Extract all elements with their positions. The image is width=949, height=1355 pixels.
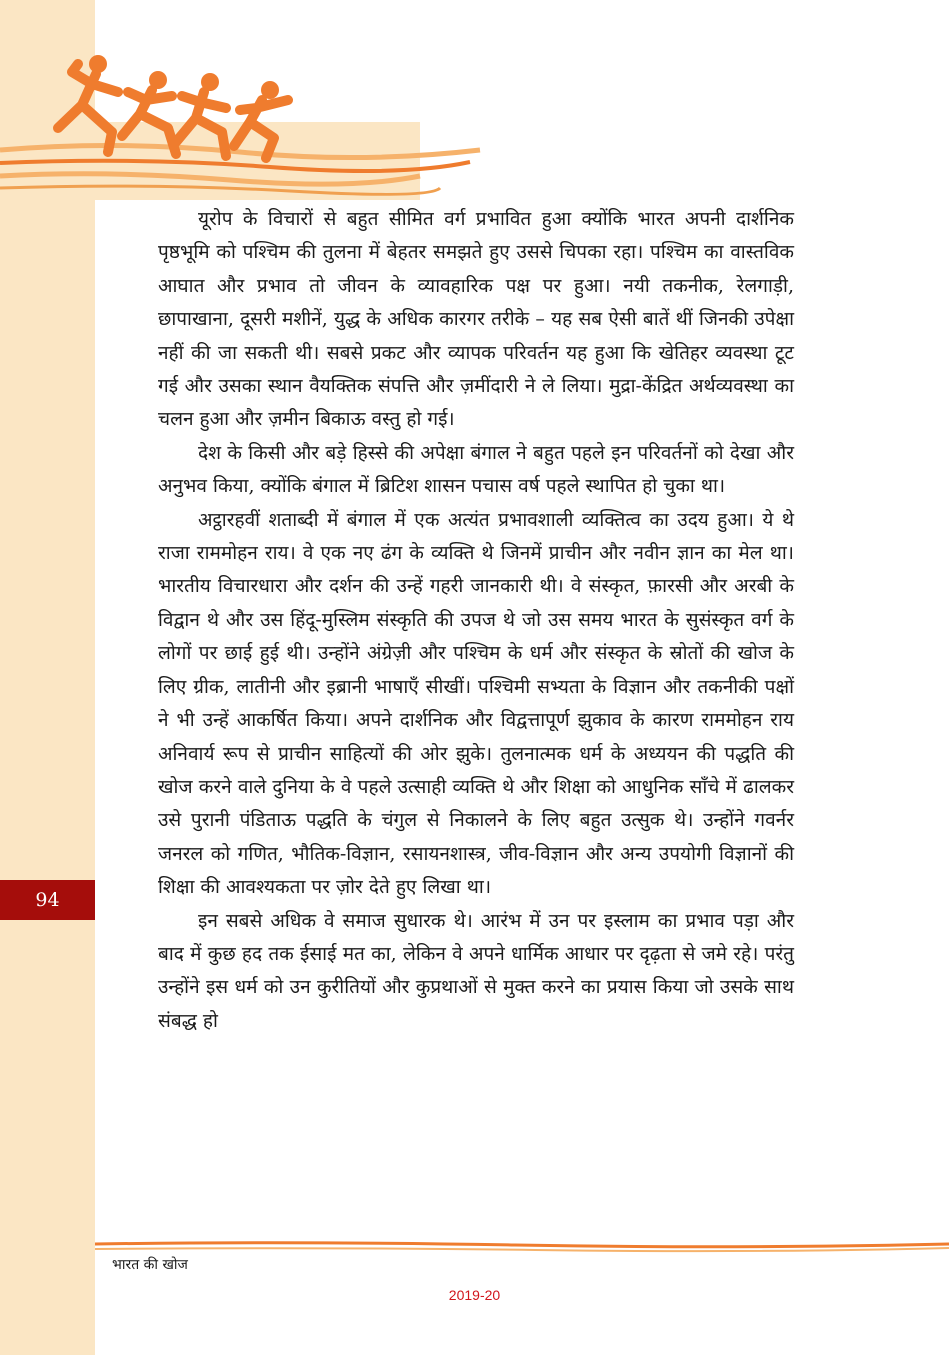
paragraph: यूरोप के विचारों से बहुत सीमित वर्ग प्रभावित हुआ क्योंकि भारत अपनी दार्शनिक पृष्ठभूमि को पश्चिम की तुलना में बेहतर समझते हुए उससे चिपका रहा। पश्चिम का वास्तविक आघात और प्रभाव तो जीवन के व्यावहारिक पक्ष पर हुआ। नयी तकनीक, रेलगाड़ी, छापाखाना, दूसरी मशीनें, युद्ध के अधिक कारगर तरीके – यह सब ऐसी बातें थीं जिनकी उपेक्षा नहीं की जा सकती थी। सबसे प्रकट और व्यापक परिवर्तन यह हुआ कि खेतिहर व्यवस्था टूट गई और उसका स्थान वैयक्तिक संपत्ति और ज़मींदारी ने ले लिया। मुद्रा-केंद्रित अर्थव्यवस्था का चलन हुआ और ज़मीन बिकाऊ वस्तु हो गई। — [158, 208, 794, 431]
paragraph: इन सबसे अधिक वे समाज सुधारक थे। आरंभ में उन पर इस्लाम का प्रभाव पड़ा और बाद में कुछ हद तक ईसाई मत का, लेकिन वे अपने धार्मिक आधार पर दृढ़ता से जमे रहे। परंतु उन्होंने इस धर्म को उन कुरीतियों और कुप्रथाओं से मुक्त करने का प्रयास किया जो उसके साथ संबद्ध हो — [158, 909, 794, 1032]
page-number: 94 — [0, 880, 95, 920]
paragraph: देश के किसी और बड़े हिस्से की अपेक्षा बंगाल ने बहुत पहले इन परिवर्तनों को देखा और अनुभव किया, क्योंकि बंगाल में ब्रिटिश शासन पचास वर्ष पहले स्थापित हो चुका था। — [158, 441, 794, 498]
paragraph: अट्ठारहवीं शताब्दी में बंगाल में एक अत्यंत प्रभावशाली व्यक्तित्व का उदय हुआ। ये थे राजा राममोहन राय। वे एक नए ढंग के व्यक्ति थे जिनमें प्राचीन और नवीन ज्ञान का मेल था। भारतीय विचारधारा और दर्शन की उन्हें गहरी जानकारी थी। वे संस्कृत, फ़ारसी और अरबी के विद्वान थे और उस हिंदू-मुस्लिम संस्कृति की उपज थे जो उस समय भारत के सुसंस्कृत वर्ग के लोगों पर छाई हुई थी। उन्होंने अंग्रेज़ी और पश्चिम के धर्म और संस्कृत के स्रोतों की खोज के लिए ग्रीक, लातीनी और इब्रानी भाषाएँ सीखीं। पश्चिमी सभ्यता के विज्ञान और तकनीकी पक्षों ने भी उन्हें आकर्षित किया। अपने दार्शनिक और विद्वत्तापूर्ण झुकाव के कारण राममोहन राय अनिवार्य रूप से प्राचीन साहित्यों की ओर झुके। तुलनात्मक धर्म के अध्ययन की पद्धति की खोज करने वाले दुनिया के वे पहले उत्साही व्यक्ति थे और शिक्षा को आधुनिक साँचे में ढालकर उसे पुरानी पंडिताऊ पद्धति के चंगुल से निकालने के लिए बहुत उत्सुक थे। उन्होंने गवर्नर जनरल को गणित, भौतिक-विज्ञान, रसायनशास्त्र, जीव-विज्ञान और अन्य उपयोगी विज्ञानों की शिक्षा की आवश्यकता पर ज़ोर देते हुए लिखा था। — [158, 508, 794, 899]
side-strip — [0, 0, 95, 1355]
header-decoration — [0, 0, 949, 200]
footer-rule — [95, 1238, 949, 1252]
book-title: भारत की खोज — [112, 1257, 188, 1273]
edition-year: 2019-20 — [448, 1287, 501, 1303]
body-text — [158, 203, 794, 1038]
running-figures-icon — [0, 0, 949, 200]
